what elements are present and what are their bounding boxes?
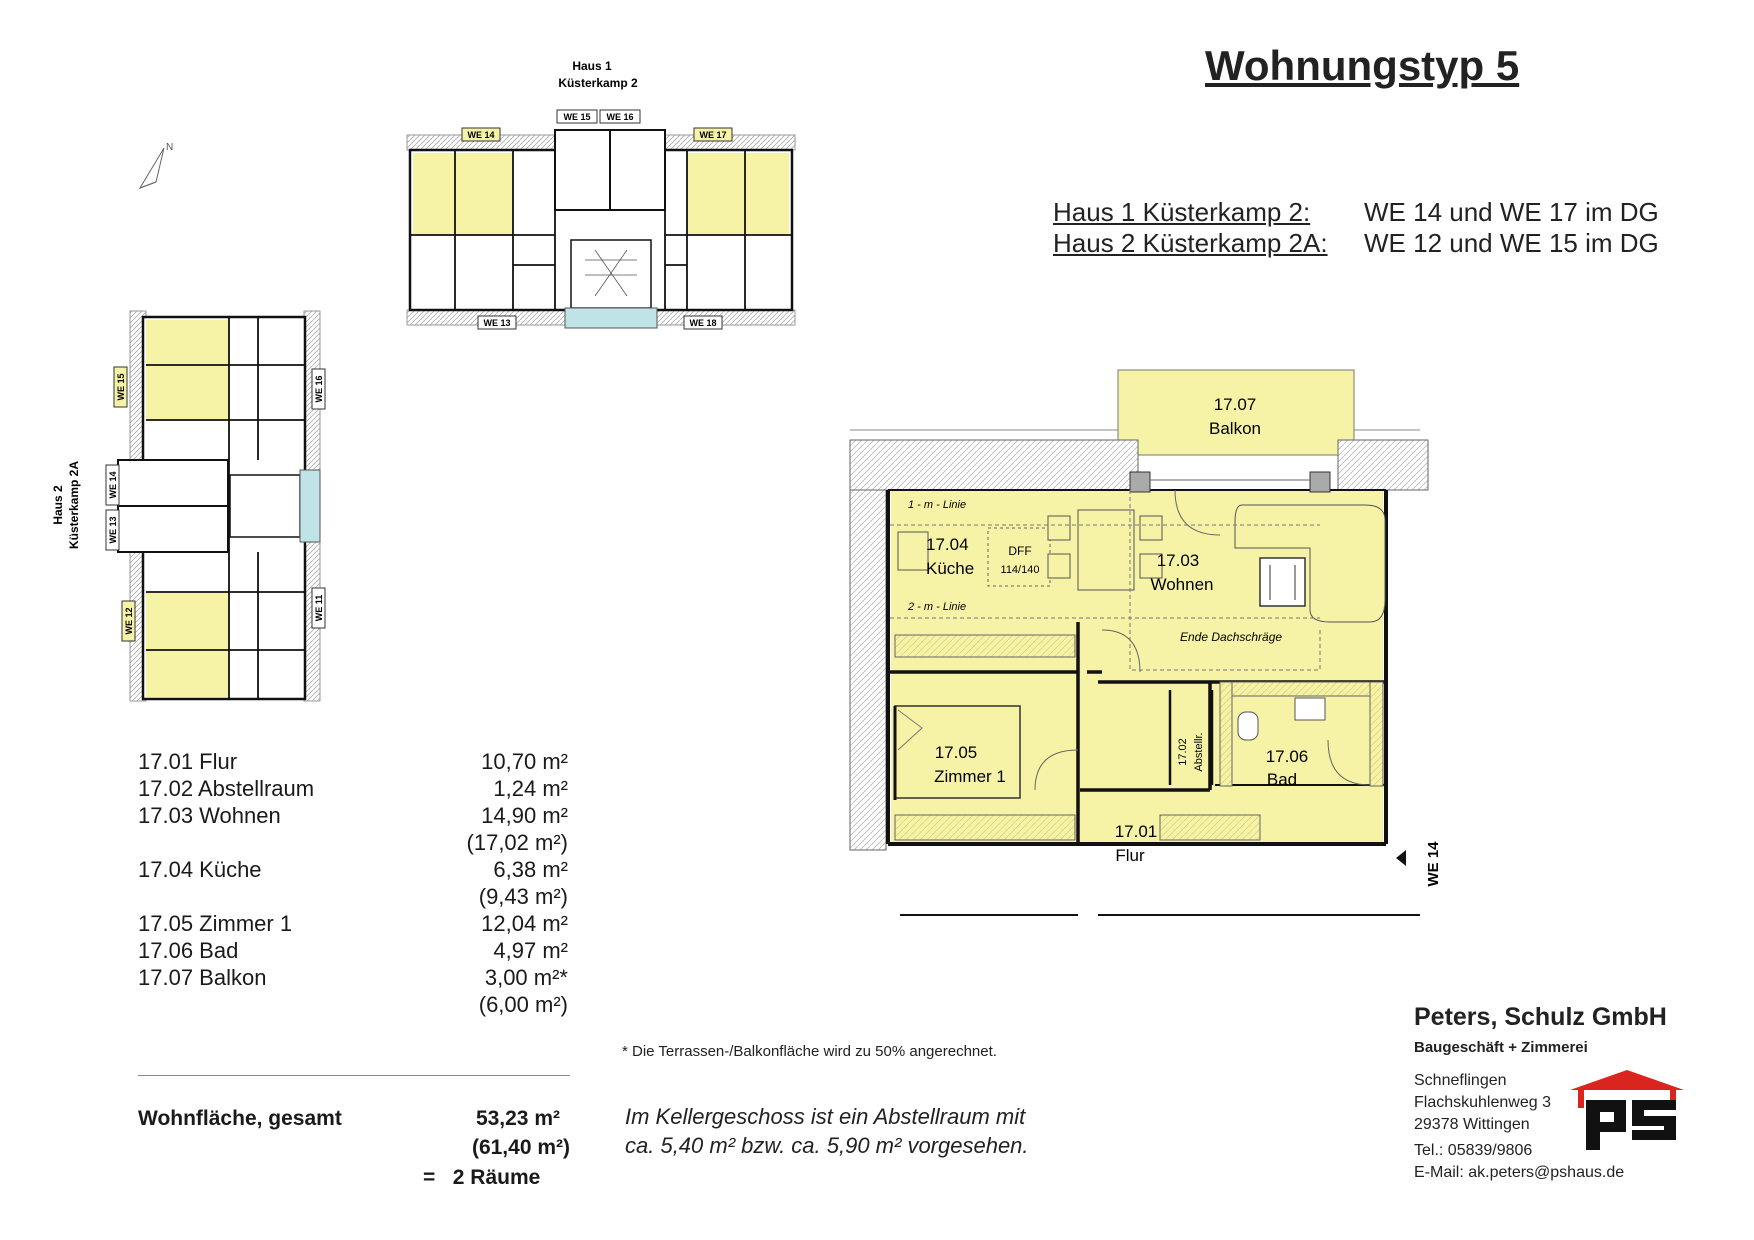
unit-tag: WE 11 (314, 594, 324, 622)
room-row: 17.04 Küche 6,38 m² (138, 857, 568, 882)
unit-tag: WE 14 (467, 130, 495, 140)
north-arrow-icon (130, 140, 180, 195)
divider (138, 1075, 570, 1076)
entrance-label: WE 14 (1425, 841, 1442, 887)
balcony-footnote: * Die Terrassen-/Balkonfläche wird zu 50% angerechnet. (622, 1043, 997, 1060)
flur-name: Flur (1115, 846, 1145, 865)
company-logo (1568, 1068, 1686, 1156)
haus1-street: Küsterkamp 2 (558, 76, 638, 90)
assignment-label: Haus 1 Küsterkamp 2: (1053, 197, 1311, 227)
flur-id: 17.01 (1114, 822, 1158, 841)
assignment-label: Haus 2 Küsterkamp 2A: (1053, 228, 1328, 258)
assignment-value: WE 14 und WE 17 im DG (1364, 197, 1659, 227)
room-row: 17.01 Flur 10,70 m² (138, 749, 568, 774)
line2-label: 2 - m - Linie (908, 601, 967, 613)
ende-label: Ende Dachschräge (1180, 630, 1283, 644)
company-name: Peters, Schulz GmbH (1414, 1003, 1667, 1031)
north-label: N (166, 142, 174, 153)
unit-tag: WE 16 (606, 112, 634, 122)
address-line: Schneflingen (1414, 1072, 1507, 1089)
address-line: Flachskuhlenweg 3 (1414, 1094, 1551, 1111)
site-plan-haus2 (48, 305, 338, 705)
room-row: (9,43 m²) (478, 884, 568, 909)
unit-tag: WE 16 (314, 375, 324, 403)
abst-id: 17.02 (1177, 738, 1189, 766)
balkon-name: Balkon (1209, 419, 1261, 438)
unit-tag: WE 18 (689, 318, 717, 328)
email-line: E-Mail: ak.peters@pshaus.de (1414, 1164, 1625, 1181)
kueche-name: Küche (926, 559, 975, 578)
dff-size: 114/140 (1000, 564, 1040, 576)
unit-tag: WE 15 (563, 112, 591, 122)
cellar-note (625, 1102, 1085, 1160)
kueche-id: 17.04 (926, 535, 969, 554)
room-row: (17,02 m²) (466, 830, 568, 855)
room-row: (6,00 m²) (478, 992, 568, 1017)
haus1-label: Haus 1 (572, 59, 612, 73)
room-row: 17.05 Zimmer 1 12,04 m² (138, 911, 568, 936)
cellar-note-line: Im Kellergeschoss ist ein Abstellraum mit (625, 1104, 1026, 1129)
haus2-label: Haus 2 (51, 485, 65, 525)
room-row: 17.02 Abstellraum 1,24 m² (138, 776, 568, 801)
wohnen-name: Wohnen (1150, 575, 1214, 594)
unit-tag: WE 14 (108, 471, 118, 499)
unit-tag: WE 13 (483, 318, 511, 328)
room-row: 17.06 Bad 4,97 m² (138, 938, 568, 963)
site-plan-haus1 (395, 50, 815, 330)
wohnen-id: 17.03 (1156, 551, 1200, 570)
unit-tag: WE 17 (699, 130, 727, 140)
total-rooms: = 2 Räume (423, 1166, 541, 1189)
assignment-haus2 (1053, 228, 1328, 259)
assignment-haus1 (1053, 197, 1310, 228)
zimmer-id: 17.05 (934, 743, 978, 762)
unit-tag: WE 13 (108, 516, 118, 544)
room-row: 17.03 Wohnen 14,90 m² (138, 803, 568, 828)
bad-id: 17.06 (1265, 747, 1309, 766)
unit-tag: WE 12 (124, 607, 134, 635)
entrance-arrow-icon (1396, 850, 1406, 866)
room-row: 17.07 Balkon 3,00 m²* (138, 965, 568, 990)
phone-line: Tel.: 05839/9806 (1414, 1142, 1533, 1159)
total-area-alt: (61,40 m²) (471, 1136, 570, 1159)
bad-name: Bad (1266, 770, 1298, 789)
balkon-id: 17.07 (1213, 395, 1257, 414)
assignment-value: WE 12 und WE 15 im DG (1364, 228, 1659, 258)
dff-label: DFF (1008, 544, 1032, 558)
room-area-list (138, 748, 568, 1018)
page-title: Wohnungstyp 5 (1205, 42, 1520, 89)
haus2-street: Küsterkamp 2A (67, 460, 81, 550)
total-area: 53,23 m² (475, 1107, 560, 1130)
company-subtitle: Baugeschäft + Zimmerei (1414, 1039, 1588, 1056)
cellar-note-line: ca. 5,40 m² bzw. ca. 5,90 m² vorgesehen. (625, 1133, 1029, 1158)
line1-label: 1 - m - Linie (908, 499, 967, 511)
total-label: Wohnfläche, gesamt (138, 1107, 342, 1130)
address-line: 29378 Wittingen (1414, 1116, 1530, 1133)
company-address (1414, 1070, 1551, 1136)
floor-plan (840, 360, 1442, 940)
abst-name: Abstellr. (1193, 732, 1205, 772)
unit-tag: WE 15 (116, 373, 126, 401)
zimmer-name: Zimmer 1 (934, 767, 1006, 786)
